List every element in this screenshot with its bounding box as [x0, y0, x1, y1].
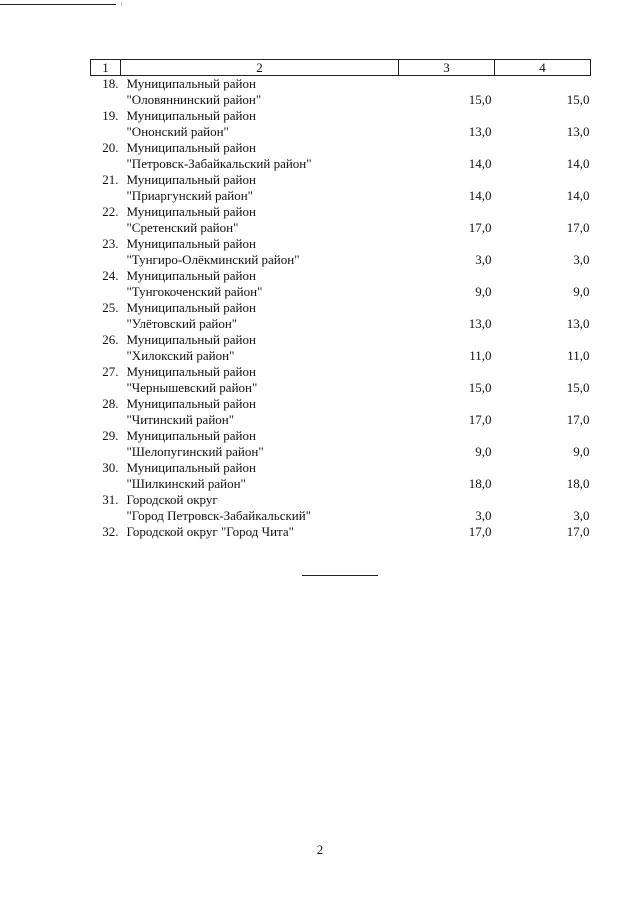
- value-col-4: 17,0: [566, 220, 590, 235]
- value-col-4: 9,0: [573, 444, 590, 459]
- value-col-4: 3,0: [573, 252, 590, 267]
- top-rule-tick: [121, 2, 122, 6]
- value-col-4: 15,0: [566, 380, 590, 395]
- municipality-name-line: "Хилокский район": [126, 348, 235, 363]
- value-col-3: 14,0: [468, 156, 492, 171]
- table-row: [91, 204, 591, 236]
- row-number: 23.: [102, 236, 119, 251]
- table-row: [91, 332, 591, 364]
- row-number: 25.: [102, 300, 119, 315]
- value-col-4: 3,0: [573, 508, 590, 523]
- value-col-3: 13,0: [468, 124, 492, 139]
- municipality-name: [121, 396, 399, 428]
- row-number: 19.: [102, 108, 119, 123]
- value-col-3: 3,0: [475, 252, 492, 267]
- municipality-name-line: Муниципальный район: [126, 108, 256, 123]
- municipality-name-line: "Петровск-Забайкальский район": [126, 156, 312, 171]
- municipality-name-line: Городской округ "Город Чита": [126, 524, 294, 539]
- municipality-name: [121, 460, 399, 492]
- municipality-name: [121, 268, 399, 300]
- row-number: 26.: [102, 332, 119, 347]
- value-col-4: 9,0: [573, 284, 590, 299]
- row-number: 31.: [102, 492, 119, 507]
- value-col-3: 13,0: [468, 316, 492, 331]
- municipality-name-line: "Читинский район": [126, 412, 235, 427]
- row-number: 21.: [102, 172, 119, 187]
- value-col-4: 14,0: [566, 156, 590, 171]
- table-row: [91, 300, 591, 332]
- value-col-3: 18,0: [468, 476, 492, 491]
- value-col-4: 13,0: [566, 316, 590, 331]
- table-row: [91, 108, 591, 140]
- table-row: [91, 268, 591, 300]
- value-col-3: 14,0: [468, 188, 492, 203]
- header-col-1: 1: [91, 60, 121, 76]
- municipality-name-line: Муниципальный район: [126, 204, 256, 219]
- municipality-name: [121, 428, 399, 460]
- row-number: 27.: [102, 364, 119, 379]
- municipality-name-line: "Чернышевский район": [126, 380, 258, 395]
- table-row: [91, 172, 591, 204]
- value-col-3: 17,0: [468, 220, 492, 235]
- row-number: 29.: [102, 428, 119, 443]
- municipality-name-line: Муниципальный район: [126, 236, 256, 251]
- municipality-name-line: "Ононский район": [126, 124, 229, 139]
- row-number: 22.: [102, 204, 119, 219]
- header-col-4: 4: [495, 60, 591, 76]
- municipality-name-line: Муниципальный район: [126, 332, 256, 347]
- municipality-name: [121, 332, 399, 364]
- municipality-name: [121, 108, 399, 140]
- top-rule: [0, 4, 116, 5]
- row-number: 18.: [102, 76, 119, 91]
- data-table: [90, 59, 591, 540]
- row-number: 28.: [102, 396, 119, 411]
- value-col-4: 15,0: [566, 92, 590, 107]
- bottom-rule: [302, 575, 378, 576]
- municipality-name: [121, 300, 399, 332]
- municipality-name: [121, 172, 399, 204]
- row-number: 32.: [102, 524, 119, 539]
- table-row: [91, 236, 591, 268]
- value-col-3: 15,0: [468, 92, 492, 107]
- value-col-4: 17,0: [566, 524, 590, 539]
- table-row: [91, 492, 591, 524]
- value-col-3: 15,0: [468, 380, 492, 395]
- municipality-name-line: Муниципальный район: [126, 76, 256, 91]
- municipality-name-line: Городской округ: [126, 492, 218, 507]
- municipality-name: [121, 492, 399, 524]
- table-row: [91, 76, 591, 109]
- value-col-4: 14,0: [566, 188, 590, 203]
- page-number: 2: [316, 842, 324, 857]
- municipality-name-line: "Оловяннинский район": [126, 92, 262, 107]
- municipality-name: [121, 204, 399, 236]
- table-row: [91, 428, 591, 460]
- municipality-name-line: Муниципальный район: [126, 300, 256, 315]
- table-row: [91, 364, 591, 396]
- municipality-name-line: Муниципальный район: [126, 268, 256, 283]
- municipality-name-line: "Шилкинский район": [126, 476, 246, 491]
- table-row: [91, 140, 591, 172]
- row-number: 20.: [102, 140, 119, 155]
- value-col-3: 17,0: [468, 524, 492, 539]
- value-col-3: 11,0: [469, 348, 492, 363]
- table-body: [91, 76, 591, 541]
- municipality-name: [121, 236, 399, 268]
- value-col-4: 17,0: [566, 412, 590, 427]
- value-col-3: 9,0: [475, 444, 492, 459]
- table-row: [91, 524, 591, 540]
- value-col-4: 13,0: [566, 124, 590, 139]
- municipality-name-line: "Тунгиро-Олёкминский район": [126, 252, 300, 267]
- row-number: 30.: [102, 460, 119, 475]
- header-col-2: 2: [121, 60, 399, 76]
- header-col-3: 3: [399, 60, 495, 76]
- municipality-name-line: Муниципальный район: [126, 140, 256, 155]
- table-row: [91, 460, 591, 492]
- municipality-name-line: "Шелопугинский район": [126, 444, 264, 459]
- municipality-name-line: Муниципальный район: [126, 364, 256, 379]
- value-col-3: 17,0: [468, 412, 492, 427]
- municipality-name: [121, 76, 399, 109]
- municipality-name-line: "Сретенский район": [126, 220, 239, 235]
- municipality-name: [121, 524, 399, 540]
- value-col-3: 9,0: [475, 284, 492, 299]
- municipality-name: [121, 364, 399, 396]
- table-row: [91, 396, 591, 428]
- municipality-name-line: Муниципальный район: [126, 396, 256, 411]
- municipality-name-line: "Улётовский район": [126, 316, 238, 331]
- municipality-name-line: "Приаргунский район": [126, 188, 253, 203]
- value-col-4: 18,0: [566, 476, 590, 491]
- municipality-name-line: Муниципальный район: [126, 428, 256, 443]
- municipality-name-line: Муниципальный район: [126, 172, 256, 187]
- municipality-name-line: "Тунгокоченский район": [126, 284, 263, 299]
- municipality-name-line: "Город Петровск-Забайкальский": [126, 508, 311, 523]
- row-number: 24.: [102, 268, 119, 283]
- municipality-name-line: Муниципальный район: [126, 460, 256, 475]
- value-col-4: 11,0: [567, 348, 590, 363]
- municipality-name: [121, 140, 399, 172]
- value-col-3: 3,0: [475, 508, 492, 523]
- header-row: [91, 60, 591, 76]
